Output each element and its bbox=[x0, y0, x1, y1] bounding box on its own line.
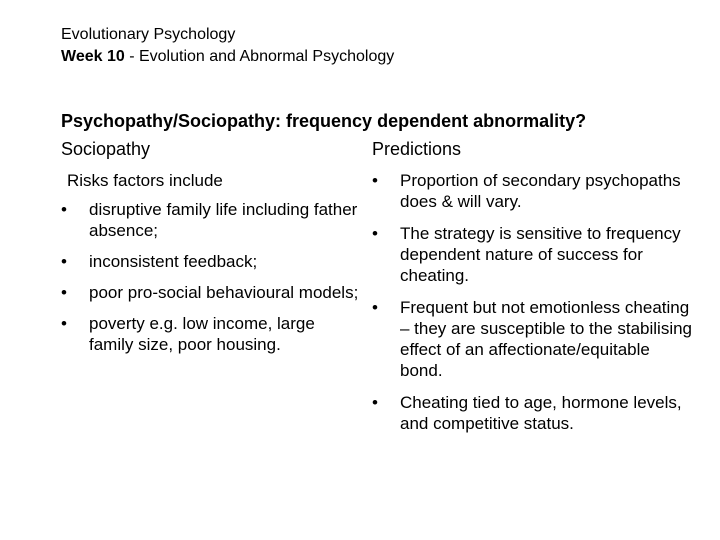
slide-heading: Psychopathy/Sociopathy: frequency dependent abnormality? bbox=[61, 111, 587, 131]
list-item bbox=[372, 297, 692, 381]
list-item bbox=[372, 223, 692, 286]
course-title: Evolutionary Psychology bbox=[61, 26, 236, 43]
bullet-icon: • bbox=[61, 252, 67, 271]
list-item bbox=[61, 251, 361, 272]
bullet-icon: • bbox=[61, 283, 67, 302]
left-column-header: Sociopathy bbox=[61, 139, 151, 159]
bullet-icon: • bbox=[372, 224, 378, 243]
week-label: Week 10 bbox=[61, 48, 125, 65]
risk-factors-intro: Risks factors include bbox=[67, 171, 223, 190]
list-item bbox=[372, 170, 692, 212]
bullet-icon: • bbox=[61, 200, 67, 219]
list-item-text: inconsistent feedback; bbox=[89, 252, 258, 271]
list-item-text: poverty e.g. low income, large family size, poor housing. bbox=[89, 314, 315, 354]
risk-factors-list bbox=[61, 199, 361, 355]
list-item bbox=[372, 392, 692, 434]
week-title bbox=[61, 46, 394, 68]
list-item-text: poor pro-social behavioural models; bbox=[89, 283, 359, 302]
predictions-column bbox=[372, 170, 692, 445]
slide-title-block bbox=[61, 24, 394, 68]
list-item-text: disruptive family life including father absence; bbox=[89, 200, 358, 240]
list-item bbox=[61, 199, 361, 241]
week-subtitle: - Evolution and Abnormal Psychology bbox=[124, 48, 395, 65]
list-item-text: Proportion of secondary psychopaths does & will vary. bbox=[400, 171, 681, 211]
right-column-header: Predictions bbox=[372, 139, 462, 159]
bullet-icon: • bbox=[372, 298, 378, 317]
risk-factors-column bbox=[61, 170, 361, 365]
list-item-text: The strategy is sensitive to frequency dependent nature of success for cheating. bbox=[400, 224, 681, 285]
list-item bbox=[61, 282, 361, 303]
bullet-icon: • bbox=[372, 171, 378, 190]
bullet-icon: • bbox=[372, 393, 378, 412]
list-item-text: Cheating tied to age, hormone levels, and competitive status. bbox=[400, 393, 682, 433]
list-item bbox=[61, 313, 361, 355]
predictions-list bbox=[372, 170, 692, 434]
list-item-text: Frequent but not emotionless cheating – they are susceptible to the stabilising effect of an affectionate/equitable bond. bbox=[400, 298, 693, 380]
bullet-icon: • bbox=[61, 314, 67, 333]
